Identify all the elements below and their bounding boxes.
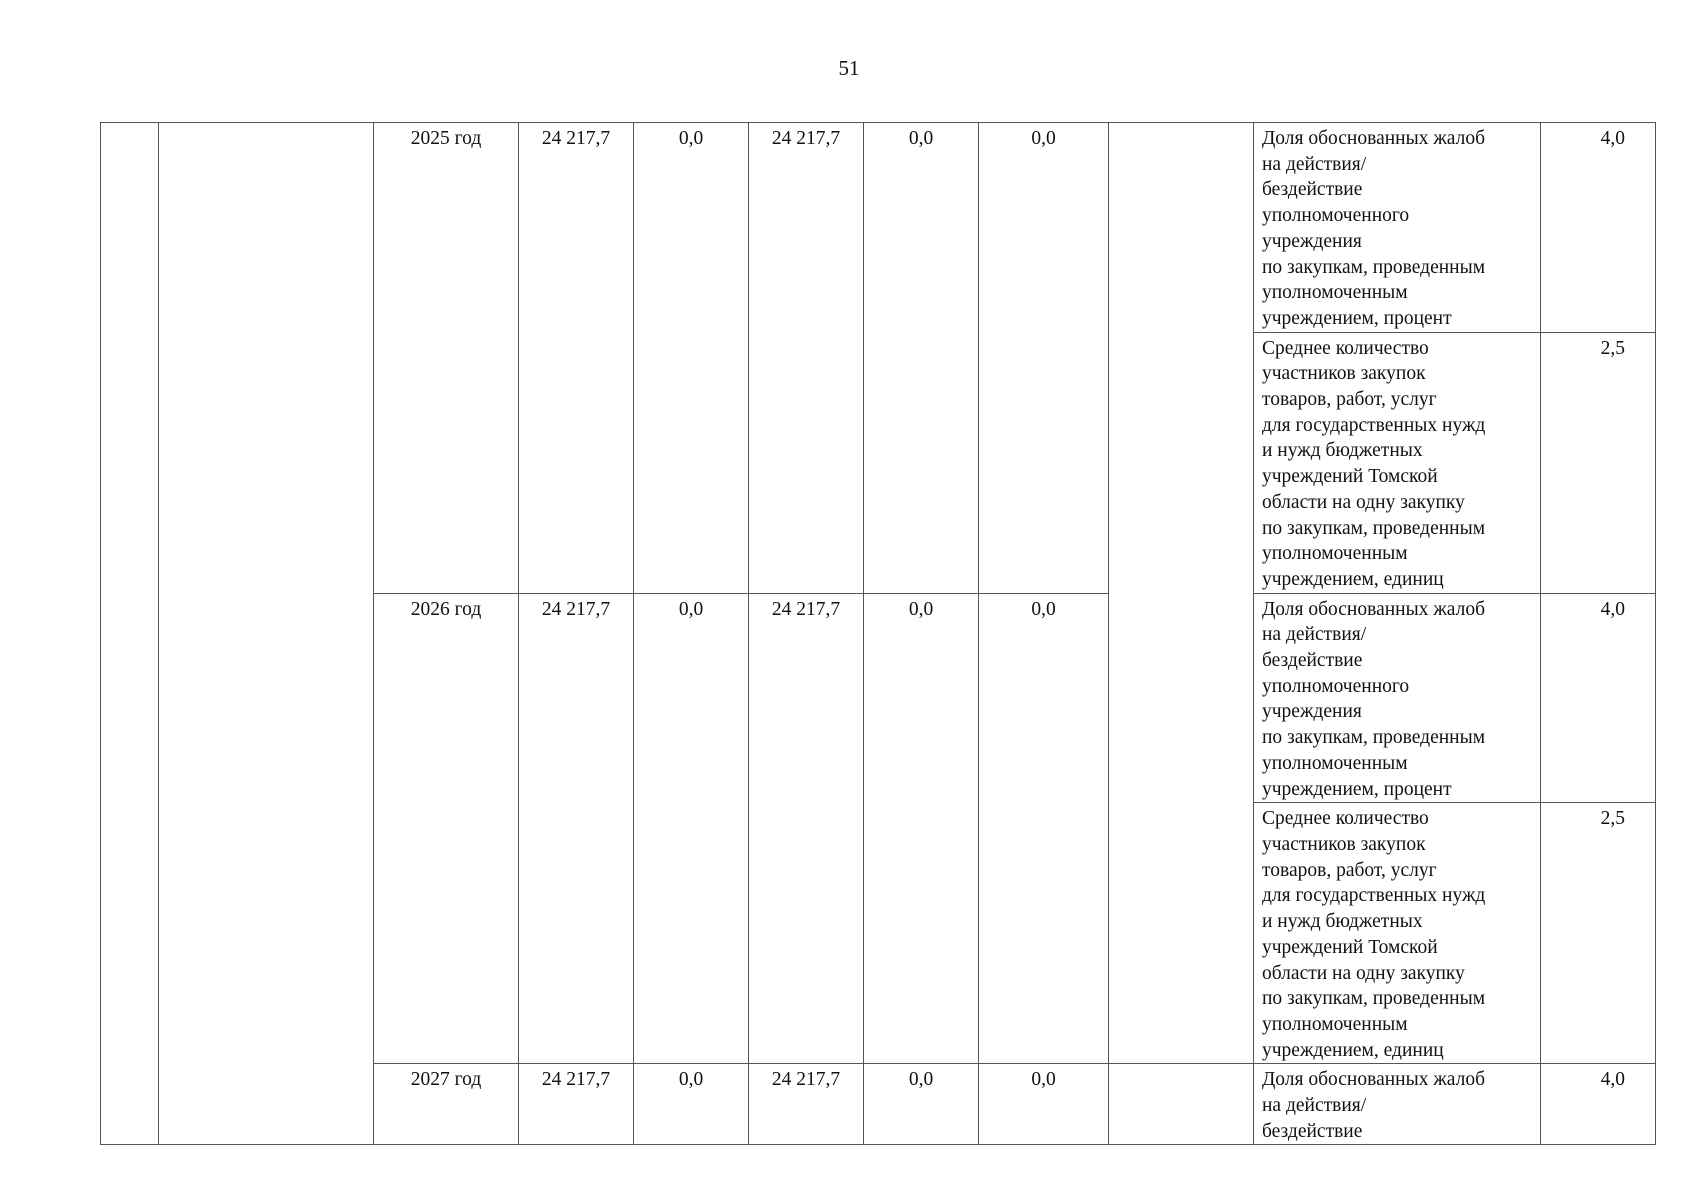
cell-federal: 0,0 — [634, 123, 749, 594]
cell-federal: 0,0 — [634, 1064, 749, 1145]
cell-other: 0,0 — [979, 593, 1109, 1064]
cell-regional: 24 217,7 — [749, 593, 864, 1064]
indicator-text: Доля обоснованных жалоб на действия/ бездействие — [1262, 1069, 1486, 1142]
table-row — [101, 123, 1656, 333]
indicator-text: Среднее количество участников закупок товаров, работ, услуг для государственных нужд и нужд бюджетных учреждений Томской области на одну закупку по закупкам, проведенным уполномоченным учреждением, единиц — [1262, 337, 1486, 590]
cell-total: 24 217,7 — [519, 123, 634, 594]
budget-table — [100, 122, 1656, 1145]
cell-regional: 24 217,7 — [749, 123, 864, 594]
cell-total: 24 217,7 — [519, 593, 634, 1064]
cell-indicator-value: 4,0 — [1541, 1064, 1656, 1145]
cell-indicator-name — [1254, 593, 1541, 803]
cell-indicator-value: 2,5 — [1541, 803, 1656, 1064]
cell-indicator-value: 4,0 — [1541, 593, 1656, 803]
cell-local: 0,0 — [864, 123, 979, 594]
indicator-text: Доля обоснованных жалоб на действия/ бездействие уполномоченного учреждения по закупкам, проведенным уполномоченным учреждением, процент — [1262, 598, 1486, 800]
cell-indicator-name — [1254, 1064, 1541, 1145]
cell-executor — [1109, 1064, 1254, 1145]
cell-indicator-name — [1254, 803, 1541, 1064]
cell-number — [101, 123, 159, 1145]
cell-task-name — [159, 123, 374, 1145]
cell-year: 2027 год — [374, 1064, 519, 1145]
page-number: 51 — [838, 56, 860, 80]
cell-regional: 24 217,7 — [749, 1064, 864, 1145]
cell-other: 0,0 — [979, 123, 1109, 594]
cell-other: 0,0 — [979, 1064, 1109, 1145]
cell-indicator-value: 4,0 — [1541, 123, 1656, 333]
cell-year: 2025 год — [374, 123, 519, 594]
cell-year: 2026 год — [374, 593, 519, 1064]
cell-indicator-value: 2,5 — [1541, 332, 1656, 593]
indicator-text: Среднее количество участников закупок товаров, работ, услуг для государственных нужд и нужд бюджетных учреждений Томской области на одну закупку по закупкам, проведенным уполномоченным учреждением, единиц — [1262, 808, 1486, 1061]
cell-local: 0,0 — [864, 593, 979, 1064]
cell-indicator-name — [1254, 123, 1541, 333]
indicator-text: Доля обоснованных жалоб на действия/ бездействие уполномоченного учреждения по закупкам, проведенным уполномоченным учреждением, процент — [1262, 128, 1486, 329]
cell-executor — [1109, 123, 1254, 1064]
cell-local: 0,0 — [864, 1064, 979, 1145]
cell-indicator-name — [1254, 332, 1541, 593]
cell-total: 24 217,7 — [519, 1064, 634, 1145]
cell-federal: 0,0 — [634, 593, 749, 1064]
